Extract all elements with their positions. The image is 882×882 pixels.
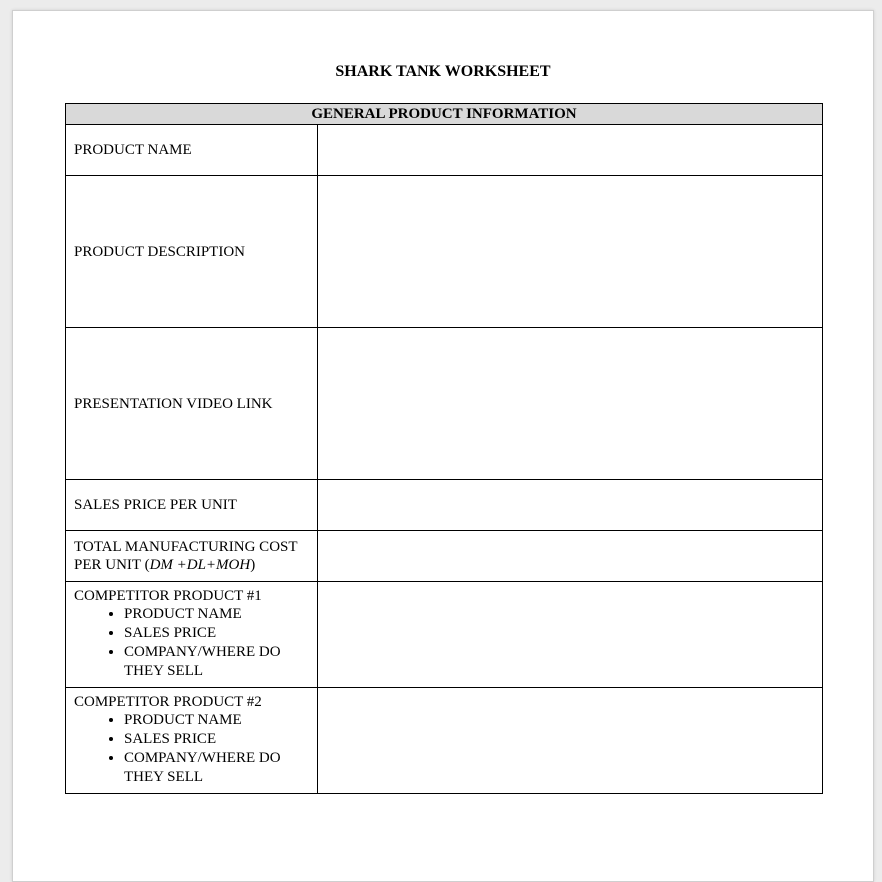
- list-item: • COMPANY/WHERE DO THEY SELL: [124, 643, 309, 681]
- label-competitor-1: [66, 582, 318, 688]
- formula-close-paren: ): [250, 557, 256, 573]
- label-competitor-2: [66, 688, 318, 794]
- label-total-manufacturing-cost: [66, 531, 318, 582]
- label-sales-price-per-unit: SALES PRICE PER UNIT: [66, 480, 318, 531]
- section-header-row: [66, 104, 823, 125]
- competitor-2-heading: COMPETITOR PRODUCT #2: [74, 694, 262, 710]
- competitor-2-bullet-list: [74, 711, 309, 787]
- table-row-competitor-1: [66, 582, 823, 688]
- total-cost-text: TOTAL MANUFACTURING COST PER UNIT: [74, 539, 298, 573]
- competitor-1-heading: COMPETITOR PRODUCT #1: [74, 588, 262, 604]
- value-presentation-video-link[interactable]: [318, 328, 823, 480]
- list-item: • PRODUCT NAME: [124, 605, 309, 624]
- competitor-1-bullet-list: [74, 605, 309, 681]
- table-row-sales-price: [66, 480, 823, 531]
- label-product-description: PRODUCT DESCRIPTION: [66, 176, 318, 328]
- value-competitor-2[interactable]: [318, 688, 823, 794]
- list-item: • SALES PRICE: [124, 624, 309, 643]
- value-total-manufacturing-cost[interactable]: [318, 531, 823, 582]
- table-row-competitor-2: [66, 688, 823, 794]
- table-row-total-cost: [66, 531, 823, 582]
- table-row-presentation-video-link: [66, 328, 823, 480]
- list-item: • PRODUCT NAME: [124, 711, 309, 730]
- list-item: • SALES PRICE: [124, 730, 309, 749]
- cost-formula: DM +DL+MOH: [149, 557, 251, 573]
- product-info-table: [65, 103, 823, 794]
- formula-open-paren: (: [140, 557, 150, 573]
- table-row-product-name: [66, 125, 823, 176]
- list-item: • COMPANY/WHERE DO THEY SELL: [124, 749, 309, 787]
- value-product-description[interactable]: [318, 176, 823, 328]
- label-presentation-video-link: PRESENTATION VIDEO LINK: [66, 328, 318, 480]
- label-product-name: PRODUCT NAME: [66, 125, 318, 176]
- document-page: [12, 10, 874, 882]
- table-row-product-description: [66, 176, 823, 328]
- value-product-name[interactable]: [318, 125, 823, 176]
- document-title: SHARK TANK WORKSHEET: [335, 63, 551, 80]
- value-competitor-1[interactable]: [318, 582, 823, 688]
- section-header: GENERAL PRODUCT INFORMATION: [66, 104, 823, 125]
- value-sales-price-per-unit[interactable]: [318, 480, 823, 531]
